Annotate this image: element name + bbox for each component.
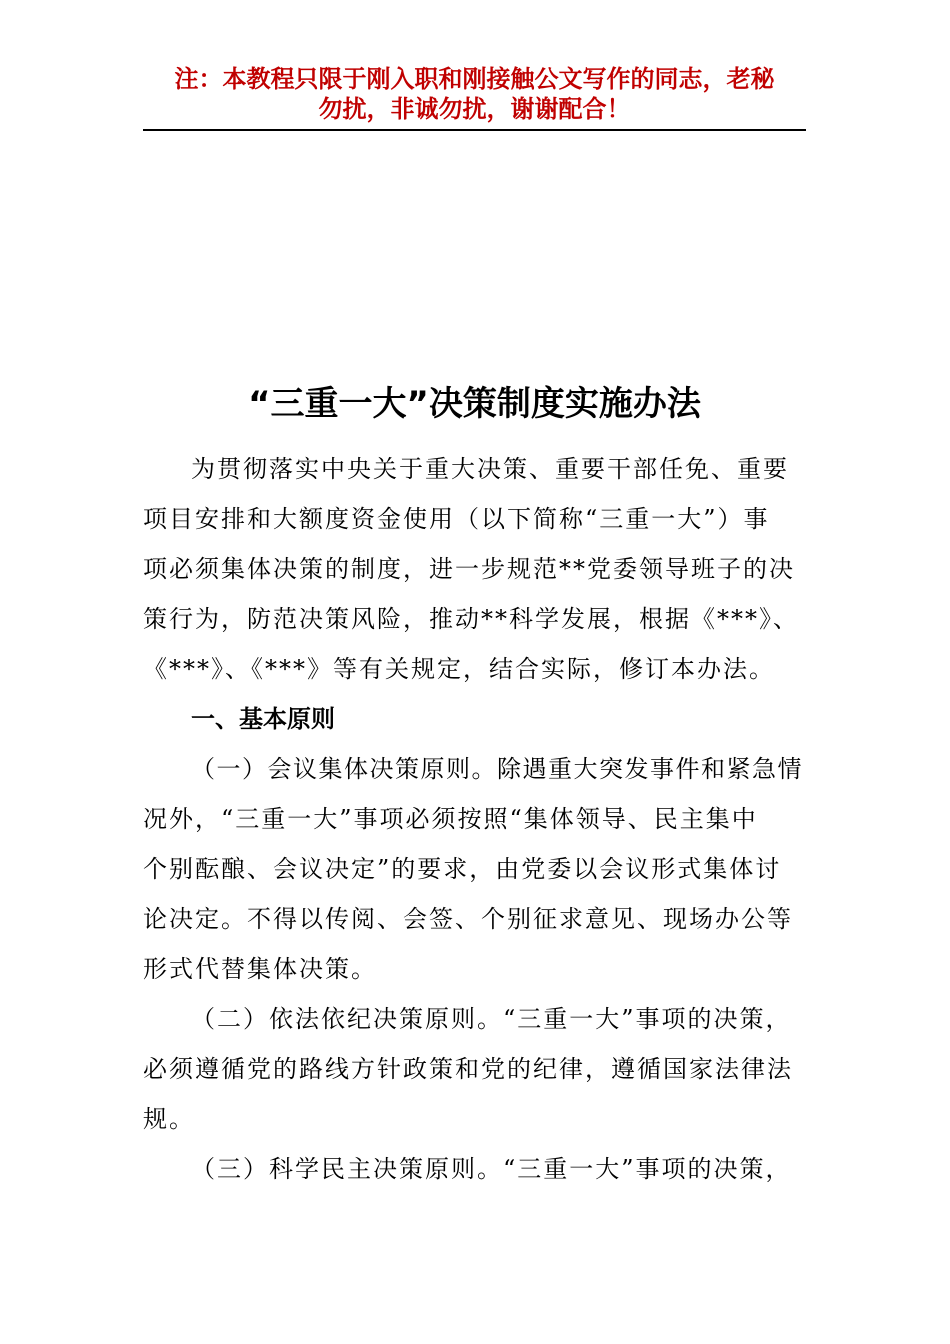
header-divider	[143, 129, 806, 131]
principle-1-line-3: 个别酝酿、会议决定”的要求，由党委以会议形式集体讨	[143, 855, 782, 883]
intro-paragraph	[143, 444, 806, 694]
principle-2-paragraph	[143, 994, 806, 1144]
intro-line-4: 策行为，防范决策风险，推动**科学发展，根据《***》、	[143, 605, 799, 633]
principle-3-line-1: （三）科学民主决策原则。“三重一大”事项的决策，	[191, 1155, 792, 1183]
header-note-line-1: 注：本教程只限于刚入职和刚接触公文写作的同志，老秘	[174, 64, 775, 93]
intro-line-2: 项目安排和大额度资金使用（以下简称“三重一大”）事	[143, 505, 770, 533]
principle-1-line-2: 况外，“三重一大”事项必须按照“集体领导、民主集中	[143, 805, 758, 833]
principle-2-line-1: （二）依法依纪决策原则。“三重一大”事项的决策，	[191, 1005, 792, 1033]
intro-line-3: 项必须集体决策的制度，进一步规范**党委领导班子的决	[143, 555, 795, 583]
principle-1-line-1: （一）会议集体决策原则。除遇重大突发事件和紧急情	[191, 755, 803, 783]
header-note	[143, 64, 806, 124]
principle-2-line-2: 必须遵循党的路线方针政策和党的纪律，遵循国家法律法	[143, 1055, 793, 1083]
section-heading-basic-principles: 一、基本原则	[191, 705, 335, 733]
header-note-line-2: 勿扰，非诚勿扰，谢谢配合！	[318, 94, 631, 123]
intro-line-5: 《***》、《***》等有关规定，结合实际，修订本办法。	[143, 655, 775, 683]
principle-2-line-3: 规。	[143, 1105, 195, 1133]
principle-1-paragraph	[143, 744, 806, 994]
principle-1-line-5: 形式代替集体决策。	[143, 955, 377, 983]
principle-3-paragraph	[143, 1144, 806, 1194]
document-title: “三重一大”决策制度实施办法	[248, 384, 701, 424]
intro-line-1: 为贯彻落实中央关于重大决策、重要干部任免、重要	[191, 455, 789, 483]
principle-1-line-4: 论决定。不得以传阅、会签、个别征求意见、现场办公等	[143, 905, 793, 933]
document-body	[143, 444, 806, 1194]
